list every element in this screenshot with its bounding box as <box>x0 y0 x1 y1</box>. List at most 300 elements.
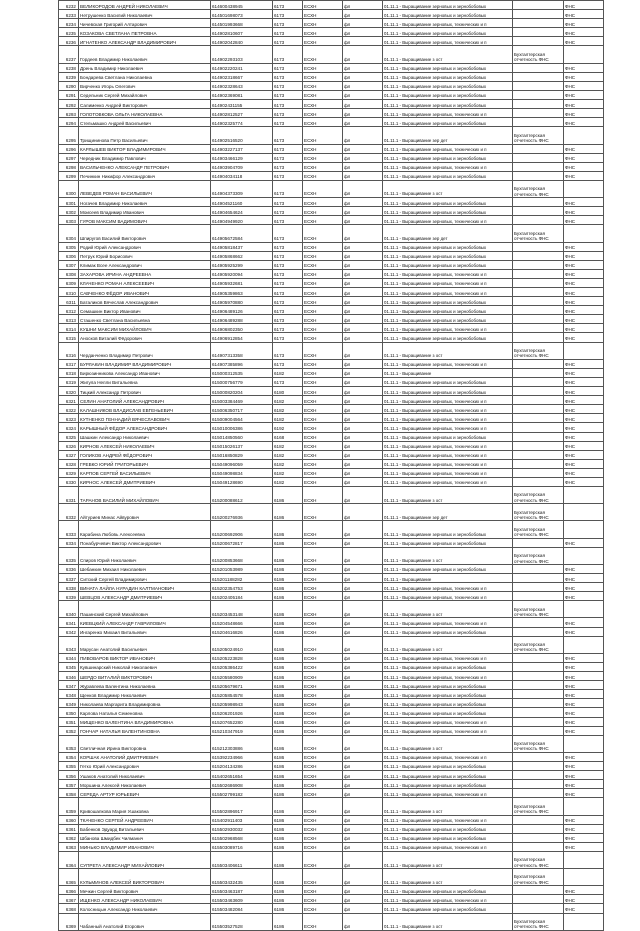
table-row <box>59 735 604 752</box>
cell-person-name: КУШНИ МАКСИМ МИХАЙЛОВИЧ <box>79 324 211 333</box>
cell-inn-number: 615204616826 <box>211 627 273 636</box>
cell-entity-type: фл <box>343 653 383 662</box>
cell-inn-number: 614902042840 <box>211 37 273 46</box>
cell-report-type: Бухгалтерская отчетность ФНС <box>513 521 564 538</box>
cell-inn-number: 615015026137 <box>211 441 273 450</box>
cell-row-number: 6360 <box>59 815 79 824</box>
cell-person-name: Климак Всее Александрович <box>79 260 211 269</box>
cell-tax-regime: ЕСХН <box>303 815 343 824</box>
cell-inn-number: 615205024910 <box>211 636 273 653</box>
cell-inn-number: 614903466129 <box>211 153 273 162</box>
cell-inn-number: 614904034118 <box>211 171 273 180</box>
cell-tax-office-code: 6173 <box>273 216 303 225</box>
table-row <box>59 913 604 930</box>
cell-source: ФНС <box>564 333 604 342</box>
cell-row-number: 6333 <box>59 521 79 538</box>
cell-report-type <box>513 771 564 780</box>
cell-activity-code: 01.11.1 - Выращивание зерновых, технических и п <box>383 109 513 118</box>
cell-row-number: 6355 <box>59 761 79 770</box>
cell-report-type <box>513 63 564 72</box>
cell-inn-number: 614903904709 <box>211 162 273 171</box>
cell-tax-office-code: 6180 <box>273 387 303 396</box>
cell-row-number: 6331 <box>59 487 79 504</box>
cell-person-name: Ногачев Владимир Николаевич <box>79 198 211 207</box>
cell-row-number: 6302 <box>59 207 79 216</box>
cell-activity-code: 01.11.1 - Выращивание зерновых, технических и п <box>383 288 513 297</box>
cell-tax-office-code: 6186 <box>273 761 303 770</box>
cell-row-number: 6359 <box>59 798 79 815</box>
cell-activity-code: 01.11.1 - Выращивание з ост <box>383 46 513 63</box>
cell-row-number: 6363 <box>59 842 79 851</box>
cell-tax-office-code: 6173 <box>273 207 303 216</box>
table-row <box>59 662 604 671</box>
cell-inn-number: 615503463609 <box>211 895 273 904</box>
cell-report-type <box>513 726 564 735</box>
cell-activity-code: 01.11.1 - Выращивание зерновых и зернобобовых <box>383 538 513 547</box>
cell-source <box>564 913 604 930</box>
cell-report-type <box>513 118 564 127</box>
cell-person-name: МИНЬКО ВЛАДИМИР ИВАНОВИЧ <box>79 842 211 851</box>
cell-row-number: 6352 <box>59 726 79 735</box>
cell-inn-number: 614904373309 <box>211 180 273 197</box>
cell-tax-office-code: 6173 <box>273 359 303 368</box>
cell-person-name: Гордеев Владимир Николаевич <box>79 46 211 63</box>
cell-entity-type: фл <box>343 28 383 37</box>
cell-activity-code: 01.11.1 - Выращивание з ост <box>383 601 513 618</box>
cell-report-type: Бухгалтерская отчетность ФНС <box>513 913 564 930</box>
cell-activity-code: 01.11.1 - Выращивание зерновых и зернобобовых <box>383 904 513 913</box>
cell-entity-type: фл <box>343 780 383 789</box>
table-row <box>59 842 604 851</box>
cell-source: ФНС <box>564 618 604 627</box>
cell-inn-number: 615205998943 <box>211 699 273 708</box>
cell-row-number: 6351 <box>59 717 79 726</box>
cell-tax-office-code: 6173 <box>273 10 303 19</box>
cell-row-number: 6334 <box>59 538 79 547</box>
table-row <box>59 761 604 770</box>
cell-person-name: КИРНОВ АЛЕКСЕЙ НИКОЛАЕВИЧ <box>79 441 211 450</box>
cell-inn-number: 614902516520 <box>211 127 273 144</box>
cell-inn-number: 615202354753 <box>211 583 273 592</box>
cell-tax-regime: ЕСХН <box>303 636 343 653</box>
cell-entity-type: фл <box>343 672 383 681</box>
cell-source: ФНС <box>564 387 604 396</box>
cell-report-type: Бухгалтерская отчетность ФНС <box>513 851 564 868</box>
cell-source: ФНС <box>564 396 604 405</box>
cell-inn-number: 614902318667 <box>211 72 273 81</box>
cell-inn-number: 614902328643 <box>211 81 273 90</box>
cell-tax-office-code: 6173 <box>273 46 303 63</box>
cell-inn-number: 615016850829 <box>211 450 273 459</box>
cell-row-number: 6298 <box>59 162 79 171</box>
table-row <box>59 278 604 287</box>
cell-source <box>564 601 604 618</box>
cell-inn-number: 615503089716 <box>211 842 273 851</box>
cell-inn-number: 615205223828 <box>211 653 273 662</box>
table-row <box>59 653 604 662</box>
cell-activity-code: 01.11.1 - Выращивание зер дет <box>383 504 513 521</box>
cell-row-number: 6236 <box>59 37 79 46</box>
cell-tax-regime: ЕСХН <box>303 592 343 601</box>
cell-tax-office-code: 6186 <box>273 815 303 824</box>
table-row <box>59 521 604 538</box>
cell-inn-number: 615000820204 <box>211 387 273 396</box>
cell-entity-type: фл <box>343 46 383 63</box>
cell-entity-type: фл <box>343 423 383 432</box>
cell-entity-type: фл <box>343 10 383 19</box>
cell-row-number: 6320 <box>59 387 79 396</box>
cell-person-name: Бондарева Светлана Николаевна <box>79 72 211 81</box>
cell-report-type <box>513 592 564 601</box>
cell-source <box>564 225 604 242</box>
cell-row-number: 6364 <box>59 851 79 868</box>
cell-tax-regime: ЕСХН <box>303 28 343 37</box>
cell-inn-number: 614906912854 <box>211 333 273 342</box>
cell-activity-code: 01.11.1 - Выращивание зер дет <box>383 225 513 242</box>
cell-inn-number: 614905970880 <box>211 297 273 306</box>
cell-person-name: Моршина Алексей Николаевич <box>79 780 211 789</box>
cell-source: ФНС <box>564 242 604 251</box>
cell-source: ФНС <box>564 717 604 726</box>
cell-source: ФНС <box>564 368 604 377</box>
cell-entity-type: фл <box>343 815 383 824</box>
cell-entity-type: фл <box>343 396 383 405</box>
cell-tax-office-code: 6186 <box>273 521 303 538</box>
cell-row-number: 6337 <box>59 574 79 583</box>
cell-source: ФНС <box>564 895 604 904</box>
cell-entity-type: фл <box>343 19 383 28</box>
cell-row-number: 6239 <box>59 72 79 81</box>
cell-source <box>564 180 604 197</box>
cell-source: ФНС <box>564 278 604 287</box>
cell-activity-code: 01.11.1 - Выращивание з ост <box>383 913 513 930</box>
cell-person-name: КУТНЕНКО ГЕННАДИЙ ВЯЧЕСЛАВОВИЧ <box>79 414 211 423</box>
cell-source: ФНС <box>564 833 604 842</box>
cell-tax-regime: ЕСХН <box>303 198 343 207</box>
table-row <box>59 708 604 717</box>
cell-tax-regime: ЕСХН <box>303 752 343 761</box>
cell-entity-type: фл <box>343 487 383 504</box>
cell-activity-code: 01.11.1 - Выращивание зерновых, технических и п <box>383 618 513 627</box>
cell-entity-type: фл <box>343 297 383 306</box>
cell-tax-regime: ЕСХН <box>303 798 343 815</box>
cell-row-number: 6312 <box>59 306 79 315</box>
cell-inn-number: 614905818437 <box>211 242 273 251</box>
cell-report-type <box>513 10 564 19</box>
cell-activity-code: 01.11.1 - Выращивание зерновых, технических и п <box>383 144 513 153</box>
cell-source: ФНС <box>564 432 604 441</box>
cell-report-type <box>513 405 564 414</box>
cell-tax-regime: ЕСХН <box>303 538 343 547</box>
cell-tax-office-code: 6173 <box>273 100 303 109</box>
table-row <box>59 547 604 564</box>
cell-row-number: 6339 <box>59 592 79 601</box>
cell-inn-number: 615205580909 <box>211 672 273 681</box>
cell-tax-regime: ЕСХН <box>303 306 343 315</box>
cell-tax-regime: ЕСХН <box>303 789 343 798</box>
table-row <box>59 153 604 162</box>
cell-row-number: 6314 <box>59 324 79 333</box>
cell-tax-regime: ЕСХН <box>303 90 343 99</box>
cell-entity-type: фл <box>343 726 383 735</box>
cell-person-name: КОРШАК АНАТОЛИЙ ДМИТРИЕВИЧ <box>79 752 211 761</box>
cell-report-type <box>513 681 564 690</box>
cell-person-name: Родий Юрий Александрович <box>79 242 211 251</box>
cell-person-name: Чабанный Анатолий Егорович <box>79 913 211 930</box>
cell-report-type <box>513 260 564 269</box>
table-row <box>59 405 604 414</box>
cell-source: ФНС <box>564 315 604 324</box>
cell-tax-office-code: 6173 <box>273 72 303 81</box>
cell-activity-code: 01.11.1 - Выращивание зер дет <box>383 127 513 144</box>
cell-row-number: 6361 <box>59 824 79 833</box>
cell-row-number: 6291 <box>59 90 79 99</box>
cell-entity-type: фл <box>343 833 383 842</box>
cell-person-name: Нетрушенко Василий Николаевич <box>79 10 211 19</box>
table-row <box>59 46 604 63</box>
cell-tax-regime: ЕСХН <box>303 1 343 10</box>
cell-entity-type: фл <box>343 441 383 450</box>
cell-report-type <box>513 564 564 573</box>
cell-tax-office-code: 6173 <box>273 109 303 118</box>
cell-inn-number: 615503463187 <box>211 886 273 895</box>
cell-entity-type: фл <box>343 333 383 342</box>
cell-activity-code: 01.11.1 - Выращивание зерновых, технических и п <box>383 592 513 601</box>
cell-row-number: 6332 <box>59 504 79 521</box>
cell-activity-code: 01.11.1 - Выращивание зерновых, технических и п <box>383 359 513 368</box>
cell-tax-office-code: 6168 <box>273 432 303 441</box>
cell-source: ФНС <box>564 19 604 28</box>
cell-person-name: Карабина Любовь Алексеевна <box>79 521 211 538</box>
cell-person-name: Шбанова Шмидбек Чилманич <box>79 833 211 842</box>
cell-report-type <box>513 583 564 592</box>
cell-activity-code: 01.11.1 - Выращивание зерновых и зернобобовых <box>383 28 513 37</box>
cell-source: ФНС <box>564 377 604 386</box>
cell-tax-office-code: 6186 <box>273 574 303 583</box>
cell-entity-type: фл <box>343 690 383 699</box>
table-row <box>59 771 604 780</box>
cell-report-type <box>513 162 564 171</box>
cell-tax-office-code: 6186 <box>273 618 303 627</box>
table-row <box>59 207 604 216</box>
cell-inn-number: 615009004564 <box>211 414 273 423</box>
cell-report-type <box>513 904 564 913</box>
cell-row-number: 6368 <box>59 904 79 913</box>
cell-source: ФНС <box>564 583 604 592</box>
cell-activity-code: 01.11.1 - Выращивание зерновых и зернобобовых <box>383 886 513 895</box>
cell-inn-number: 615210347919 <box>211 726 273 735</box>
cell-inn-number: 614902810607 <box>211 28 273 37</box>
cell-row-number: 6353 <box>59 735 79 752</box>
cell-inn-number: 615402911403 <box>211 815 273 824</box>
cell-entity-type: фл <box>343 269 383 278</box>
cell-tax-office-code: 6173 <box>273 315 303 324</box>
cell-source: ФНС <box>564 771 604 780</box>
cell-entity-type: фл <box>343 618 383 627</box>
cell-activity-code: 01.11.1 - Выращивание зерновых, технических и п <box>383 583 513 592</box>
cell-entity-type: фл <box>343 708 383 717</box>
cell-tax-office-code: 6182 <box>273 459 303 468</box>
cell-tax-regime: ЕСХН <box>303 761 343 770</box>
cell-tax-regime: ЕСХН <box>303 19 343 28</box>
cell-report-type <box>513 699 564 708</box>
table-row <box>59 180 604 197</box>
cell-tax-regime: ЕСХН <box>303 423 343 432</box>
cell-source: ФНС <box>564 260 604 269</box>
cell-inn-number: 615200692906 <box>211 521 273 538</box>
cell-row-number: 6357 <box>59 780 79 789</box>
cell-tax-regime: ЕСХН <box>303 521 343 538</box>
cell-activity-code: 01.11.1 - Выращивание зерновых, технических и п <box>383 895 513 904</box>
cell-activity-code: 01.11.1 - Выращивание зерновых и зернобобовых <box>383 198 513 207</box>
cell-entity-type: фл <box>343 251 383 260</box>
cell-activity-code: 01.11.1 - Выращивание зерновых, технических и п <box>383 324 513 333</box>
table-row <box>59 583 604 592</box>
cell-person-name: ТКАЧЕНКО СЕРГЕЙ АНДРЕЕВИЧ <box>79 815 211 824</box>
cell-activity-code: 01.11.1 - Выращивание зерновых, технических и п <box>383 653 513 662</box>
cell-row-number: 6328 <box>59 459 79 468</box>
table-row <box>59 216 604 225</box>
cell-source: ФНС <box>564 538 604 547</box>
cell-activity-code: 01.11.1 - Выращивание зерновых, технических и п <box>383 789 513 798</box>
cell-tax-regime: ЕСХН <box>303 913 343 930</box>
cell-entity-type: фл <box>343 342 383 359</box>
cell-entity-type: фл <box>343 477 383 486</box>
cell-tax-office-code: 6192 <box>273 423 303 432</box>
cell-tax-regime: ЕСХН <box>303 405 343 414</box>
cell-tax-regime: ЕСХН <box>303 162 343 171</box>
cell-report-type: Бухгалтерская отчетность ФНС <box>513 601 564 618</box>
cell-source: ФНС <box>564 627 604 636</box>
cell-inn-number: 614905868662 <box>211 251 273 260</box>
cell-entity-type: фл <box>343 315 383 324</box>
cell-activity-code: 01.11.1 - Выращивание зерновых, технических и п <box>383 423 513 432</box>
cell-person-name: КАРЛЫШЕВ ВИКТОР ВЛАДИМИРОВИЧ <box>79 144 211 153</box>
cell-inn-number: 615212303886 <box>211 735 273 752</box>
cell-entity-type: фл <box>343 144 383 153</box>
cell-tax-regime: ЕСХН <box>303 653 343 662</box>
cell-inn-number: 615392234966 <box>211 752 273 761</box>
cell-activity-code: 01.11.1 - Выращивание зерновых и зернобобовых <box>383 662 513 671</box>
cell-source: ФНС <box>564 171 604 180</box>
cell-tax-office-code: 6186 <box>273 547 303 564</box>
cell-inn-number: 614905925299 <box>211 260 273 269</box>
table-row <box>59 752 604 761</box>
cell-inn-number: 615010006386 <box>211 423 273 432</box>
cell-person-name: ГУРОВ МАКСИМ ВАДИМОВИЧ <box>79 216 211 225</box>
cell-tax-office-code: 6186 <box>273 789 303 798</box>
cell-inn-number: 615503432435 <box>211 869 273 886</box>
cell-source: ФНС <box>564 90 604 99</box>
cell-report-type <box>513 359 564 368</box>
cell-report-type <box>513 789 564 798</box>
cell-entity-type: фл <box>343 592 383 601</box>
table-row <box>59 368 604 377</box>
table-row <box>59 63 604 72</box>
cell-row-number: 6234 <box>59 19 79 28</box>
cell-activity-code: 01.11.1 - Выращивание зерновых, технических и п <box>383 405 513 414</box>
cell-report-type <box>513 396 564 405</box>
cell-report-type <box>513 653 564 662</box>
cell-person-name: ШЕРДО ВИТАЛИЙ ВИКТОРОВИЧ <box>79 672 211 681</box>
cell-entity-type: фл <box>343 681 383 690</box>
cell-report-type <box>513 672 564 681</box>
cell-report-type <box>513 171 564 180</box>
cell-entity-type: фл <box>343 459 383 468</box>
cell-tax-office-code: 6186 <box>273 564 303 573</box>
table-row <box>59 37 604 46</box>
cell-report-type <box>513 780 564 789</box>
cell-activity-code: 01.11.1 - Выращивание зерновых и зернобобовых <box>383 63 513 72</box>
cell-person-name: САВЧЕНКО ФЁДОР ИВАНОВИЧ <box>79 288 211 297</box>
cell-activity-code: 01.11.1 - Выращивание з ост <box>383 180 513 197</box>
table-row <box>59 450 604 459</box>
table-row <box>59 127 604 144</box>
cell-report-type <box>513 432 564 441</box>
cell-activity-code: 01.11.1 - Выращивание зерновых, технических и п <box>383 37 513 46</box>
cell-entity-type: фл <box>343 162 383 171</box>
cell-source: ФНС <box>564 662 604 671</box>
cell-tax-regime: ЕСХН <box>303 842 343 851</box>
cell-person-name: Бирюзинникова Александр Иванович <box>79 368 211 377</box>
cell-source: ФНС <box>564 690 604 699</box>
cell-tax-office-code: 6173 <box>273 297 303 306</box>
cell-inn-number: 614906489126 <box>211 306 273 315</box>
cell-tax-regime: ЕСХН <box>303 109 343 118</box>
cell-row-number: 6330 <box>59 477 79 486</box>
cell-row-number: 6301 <box>59 198 79 207</box>
cell-entity-type: фл <box>343 306 383 315</box>
cell-person-name: Карлова Наталья Семеновна <box>79 708 211 717</box>
cell-tax-regime: ЕСХН <box>303 368 343 377</box>
cell-activity-code: 01.11.1 - Выращивание зерновых и зернобобовых <box>383 761 513 770</box>
cell-inn-number: 615502686908 <box>211 780 273 789</box>
cell-inn-number: 615207652280 <box>211 717 273 726</box>
table-row <box>59 81 604 90</box>
cell-person-name: Спиров Юрий Николаевич <box>79 547 211 564</box>
cell-tax-office-code: 6186 <box>273 708 303 717</box>
table-row <box>59 681 604 690</box>
cell-entity-type: фл <box>343 225 383 242</box>
cell-tax-office-code: 6186 <box>273 699 303 708</box>
cell-entity-type: фл <box>343 904 383 913</box>
cell-activity-code: 01.11.1 - Выращивание зерновых и зернобобовых <box>383 100 513 109</box>
cell-report-type <box>513 717 564 726</box>
registry-table <box>58 0 604 931</box>
table-body <box>59 1 604 931</box>
cell-inn-number: 615200853668 <box>211 547 273 564</box>
cell-person-name: Шпиругов Василий Викторович <box>79 225 211 242</box>
cell-report-type <box>513 198 564 207</box>
cell-inn-number: 615502799182 <box>211 789 273 798</box>
table-row <box>59 538 604 547</box>
cell-row-number: 6317 <box>59 359 79 368</box>
table-row <box>59 432 604 441</box>
cell-entity-type: фл <box>343 278 383 287</box>
table-row <box>59 423 604 432</box>
cell-activity-code: 01.11.1 - Выращивание з ост <box>383 869 513 886</box>
cell-activity-code: 01.11.1 - Выращивание зерновых и зернобобовых <box>383 387 513 396</box>
cell-tax-regime: ЕСХН <box>303 780 343 789</box>
cell-tax-office-code: 6186 <box>273 636 303 653</box>
cell-report-type <box>513 315 564 324</box>
cell-activity-code: 01.11.1 - Выращивание зерновых и зернобобовых <box>383 699 513 708</box>
cell-entity-type: фл <box>343 405 383 414</box>
cell-inn-number: 615200276936 <box>211 504 273 521</box>
cell-report-type <box>513 618 564 627</box>
cell-report-type: Бухгалтерская отчетность ФНС <box>513 127 564 144</box>
cell-inn-number: 615200088612 <box>211 487 273 504</box>
